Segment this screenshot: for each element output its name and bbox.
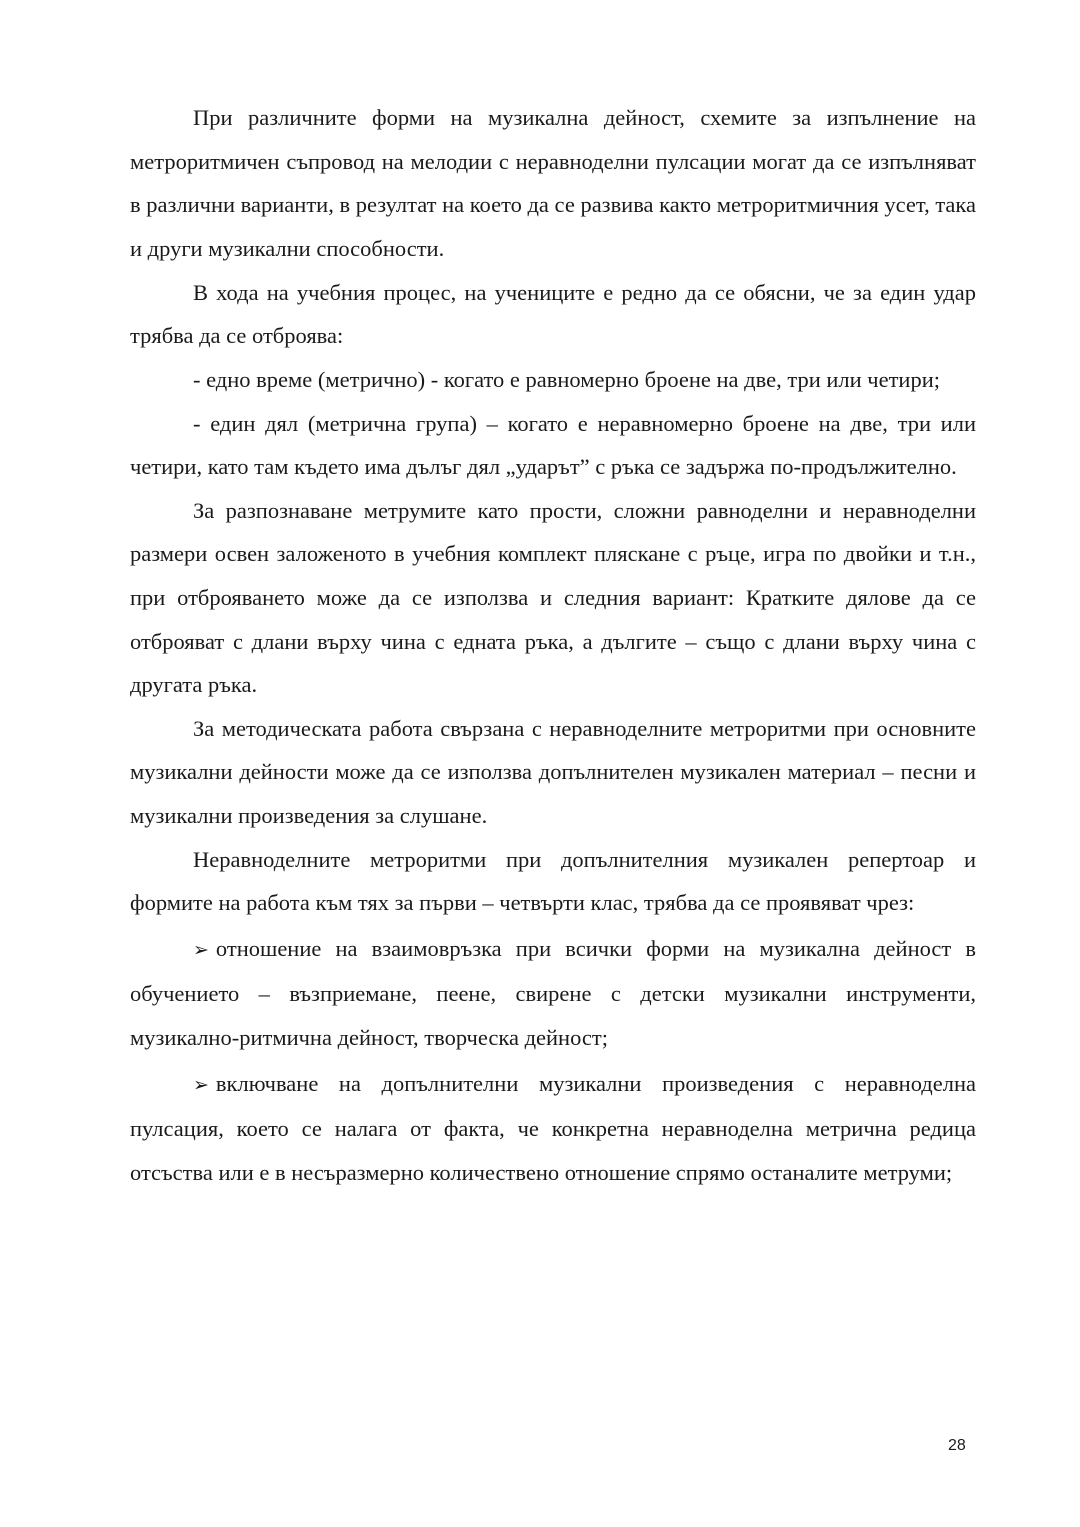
bullet-item-text: отношение на взаимовръзка при всички форми на музикална дейност в обучението – възприемане, пеене, свирене с детски музикални инструменти, музикално-ритмична дейност, творческа дейност; — [130, 935, 976, 1050]
paragraph-learning-process: В хода на учебния процес, на учениците е редно да се обясни, че за един удар трябва да се отброява: — [130, 279, 976, 349]
bullet-item-additional-works — [130, 1062, 976, 1195]
page-body — [130, 96, 976, 1194]
arrow-bullet-icon: ➢ — [193, 1073, 209, 1096]
paragraph-one-beat-metric: - едно време (метрично) - когато е равномерно броене на две, три или четири; — [193, 367, 941, 393]
paragraph-methodical-work: За методическата работа свързана с неравноделните метроритми при основните музикални дейности може да се използва допълнителен музикален материал – песни и музикални произведения за слушане. — [130, 715, 976, 828]
paragraph-one-part-metric-group: - един дял (метрична група) – когато е неравномерно броене на две, три или четири, като там където има дълъг дял „ударът” с ръка се задържа по-продължително. — [130, 410, 976, 480]
paragraph-uneven-meters-repertoire: Неравноделните метроритми при допълнителния музикален репертоар и формите на работа към тях за първи – четвърти клас, трябва да се проявяват чрез: — [130, 846, 976, 916]
bullet-item-interrelation — [130, 927, 976, 1060]
paragraph-recognizing-meters: За разпознаване метрумите като прости, сложни равноделни и неравноделни размери освен заложеното в учебния комплект пляскане с ръце, игра по двойки и т.н., при отброяването може да се използва и следния вариант: Кратките дялове да се отброяват с длани върху чина с едната ръка, а дългите – също с длани върху чина с другата ръка. — [130, 497, 976, 698]
arrow-bullet-icon: ➢ — [193, 938, 209, 961]
paragraph-forms-of-activity: При различните форми на музикална дейност, схемите за изпълнение на метроритмичен съпровод на мелодии с неравноделни пулсации могат да се изпълняват в различни варианти, в резултат на което да се развива както метроритмичния усет, така и други музикални способности. — [130, 105, 976, 261]
page-number: 28 — [948, 1437, 966, 1454]
bullet-item-text: включване на допълнителни музикални произведения с неравноделна пулсация, което се налага от факта, че конкретна неравноделна метрична редица отсъства или е в несъразмерно количествено отношение спрямо останалите метруми; — [130, 1070, 976, 1185]
